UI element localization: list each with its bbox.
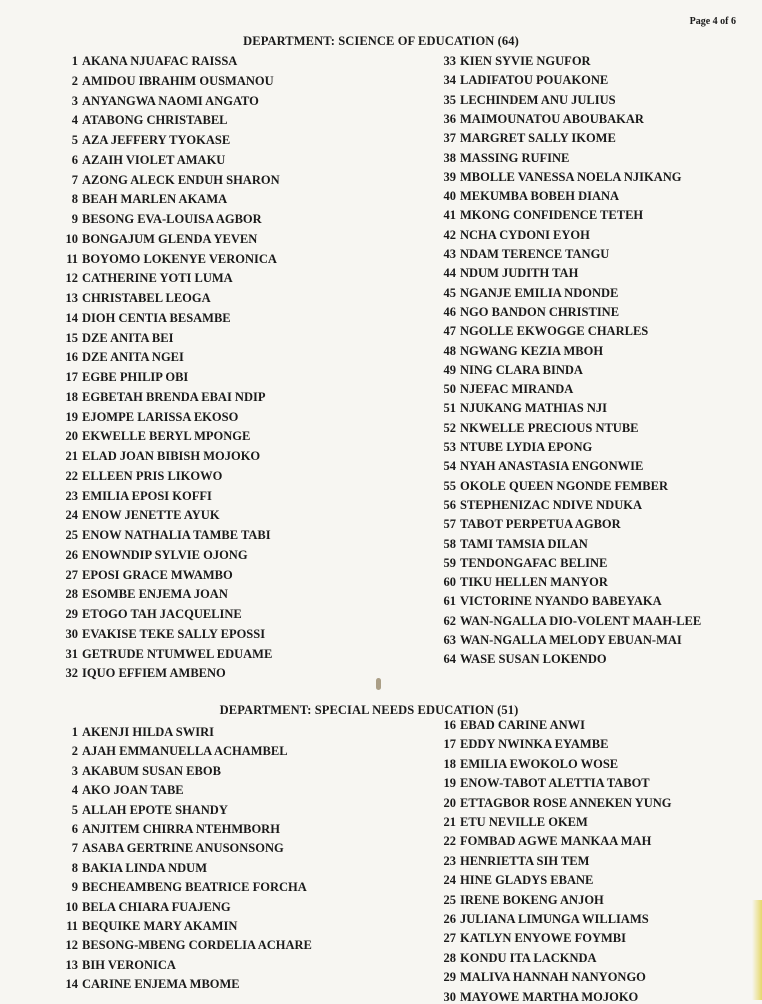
entry-number: 23 [443,853,456,868]
list-item [62,489,212,503]
list-item [62,783,184,797]
list-item [440,305,619,319]
list-item [440,498,642,512]
entry-name: ENOWNDIP SYLVIE OJONG [82,547,248,562]
entry-name: AZAIH VIOLET AMAKU [82,152,226,167]
entry-name: HENRIETTA SIH TEM [460,853,590,868]
list-item [440,776,650,790]
entry-name: EBAD CARINE ANWI [460,718,586,732]
list-item [62,153,225,167]
list-item [440,757,618,771]
entry-number: 39 [443,169,456,184]
entry-name: DZE ANITA NGEI [82,350,184,365]
entry-number: 2 [71,73,78,88]
entry-name: AKO JOAN TABE [82,783,184,798]
entry-name: AKABUM SUSAN EBOB [82,763,221,778]
list-item [440,594,662,608]
entry-name: ANYANGWA NAOMI ANGATO [82,93,259,108]
entry-number: 24 [443,873,456,888]
entry-number: 50 [443,382,456,397]
entry-name: ELLEEN PRIS LIKOWO [82,468,223,483]
entry-name: BEQUIKE MARY AKAMIN [82,919,238,933]
entry-name: BEAH MARLEN AKAMA [82,192,228,207]
entry-number: 4 [71,113,78,128]
entry-number: 8 [71,192,78,207]
entry-number: 60 [443,575,456,590]
list-item [440,796,672,810]
entry-name: ETTAGBOR ROSE ANNEKEN YUNG [460,795,672,810]
list-item [440,479,668,493]
entry-number: 7 [71,841,78,856]
list-item [62,528,271,542]
list-item [62,370,188,384]
entry-name: LECHINDEM ANU JULIUS [460,92,616,107]
list-item [62,350,184,364]
list-item [440,990,638,1004]
entry-name: CATHERINE YOTI LUMA [82,271,233,286]
paper-smudge [376,678,381,690]
entry-number: 8 [71,860,78,875]
entry-name: BIH VERONICA [82,957,176,972]
entry-name: ASABA GERTRINE ANUSONSONG [82,841,284,856]
entry-name: KIEN SYVIE NGUFOR [460,54,591,68]
entry-number: 47 [443,324,456,339]
list-item [440,854,589,868]
list-item [62,880,307,894]
list-item [440,73,608,87]
entry-name: MEKUMBA BOBEH DIANA [460,189,620,204]
list-item [440,834,651,848]
list-item [62,410,238,424]
list-item [62,173,280,187]
entry-name: KATLYN ENYOWE FOYMBI [460,931,626,946]
entry-name: KONDU ITA LACKNDA [460,950,597,965]
entry-name: BECHEAMBENG BEATRICE FORCHA [82,880,307,895]
entry-number: 40 [443,189,456,204]
entry-number: 18 [65,389,78,404]
entry-name: ENOW JENETTE AYUK [82,508,220,523]
entry-name: ETU NEVILLE OKEM [460,815,588,829]
entry-name: EGBE PHILIP OBI [82,370,189,384]
entry-number: 7 [71,172,78,187]
list-item [440,286,618,300]
list-item [62,54,237,68]
list-item [62,133,230,147]
list-item [440,556,607,570]
list-item [440,459,643,473]
entry-number: 19 [65,409,78,424]
list-item [440,170,681,184]
entry-name: WASE SUSAN LOKENDO [460,652,607,667]
entry-name: EDDY NWINKA EYAMBE [460,737,609,752]
entry-name: IQUO EFFIEM AMBENO [82,666,226,681]
entry-number: 18 [443,756,456,771]
list-item [440,970,646,984]
entry-number: 28 [65,587,78,602]
entry-name: BESONG-MBENG CORDELIA ACHARE [82,938,312,953]
entry-number: 16 [443,718,456,732]
list-item [440,873,593,887]
entry-name: EPOSI GRACE MWAMBO [82,567,233,582]
entry-name: NYAH ANASTASIA ENGONWIE [460,459,644,474]
entry-name: NGWANG KEZIA MBOH [460,343,604,358]
entry-name: EMILIA EWOKOLO WOSE [460,756,619,771]
entry-number: 3 [71,763,78,778]
entry-name: LADIFATOU POUAKONE [460,73,609,88]
entry-number: 34 [443,73,456,88]
entry-number: 54 [443,459,456,474]
entry-name: NKWELLE PRECIOUS NTUBE [460,420,639,435]
list-item [440,382,573,396]
list-item [440,951,597,965]
entry-number: 48 [443,343,456,358]
entry-number: 59 [443,555,456,570]
entry-number: 10 [65,899,78,914]
list-item [62,938,312,952]
list-item [440,363,583,377]
entry-number: 36 [443,111,456,126]
entry-number: 32 [65,666,78,681]
list-item [62,469,222,483]
entry-name: TAMI TAMSIA DILAN [460,536,588,551]
list-item [440,344,603,358]
entry-name: MAYOWE MARTHA MOJOKO [460,989,639,1004]
list-item [440,421,639,435]
entry-name: TIKU HELLEN MANYOR [460,575,608,590]
entry-name: WAN-NGALLA MELODY EBUAN-MAI [460,633,682,647]
entry-name: NTUBE LYDIA EPONG [460,440,593,454]
entry-number: 16 [65,350,78,365]
entry-name: AMIDOU IBRAHIM OUSMANOU [82,73,274,88]
list-item [62,113,228,127]
list-item [62,587,228,601]
entry-number: 22 [443,834,456,849]
list-item [440,737,608,751]
entry-number: 12 [65,938,78,953]
department-title: DEPARTMENT: SPECIAL NEEDS EDUCATION (51) [219,703,519,717]
entry-number: 35 [443,92,456,107]
list-item [62,744,288,758]
entry-name: EGBETAH BRENDA EBAI NDIP [82,389,266,404]
list-item [440,247,609,261]
entry-name: AKENJI HILDA SWIRI [82,725,214,739]
entry-name: BAKIA LINDA NDUM [82,860,208,875]
entry-name: TABOT PERPETUA AGBOR [460,517,621,532]
list-item [62,94,259,108]
entry-number: 15 [65,330,78,345]
list-item [62,861,207,875]
entry-number: 29 [443,970,456,985]
list-item [62,429,250,443]
entry-number: 62 [443,613,456,628]
entry-number: 5 [71,802,78,817]
entry-number: 13 [65,291,78,305]
entry-number: 26 [65,547,78,562]
entry-number: 44 [443,266,456,281]
entry-number: 4 [71,783,78,798]
entry-number: 27 [443,931,456,946]
list-item [62,548,248,562]
entry-name: BESONG EVA-LOUISA AGBOR [82,212,262,226]
entry-name: HINE GLADYS EBANE [460,873,594,888]
entry-name: AZONG ALECK ENDUH SHARON [82,172,280,187]
list-item [62,74,274,88]
entry-number: 25 [443,892,456,907]
list-item [62,390,265,404]
entry-number: 9 [71,880,78,895]
entry-number: 17 [65,370,78,384]
list-item [440,189,619,203]
paper-edge-stain [752,900,762,1000]
list-item [440,401,607,415]
entry-number: 9 [71,212,78,226]
entry-number: 6 [71,152,78,167]
entry-number: 20 [65,429,78,444]
entry-number: 26 [443,912,456,926]
entry-number: 1 [71,725,78,739]
list-item [440,266,578,280]
entry-number: 51 [443,401,456,416]
entry-name: STEPHENIZAC NDIVE NDUKA [460,497,642,512]
entry-name: EMILIA EPOSI KOFFI [82,488,212,503]
entry-name: ENOW NATHALIA TAMBE TABI [82,528,271,542]
list-item [440,93,616,107]
entry-name: NGOLLE EKWOGGE CHARLES [460,324,649,339]
entry-number: 43 [443,247,456,261]
entry-name: ELAD JOAN BIBISH MOJOKO [82,449,261,463]
entry-name: NDUM JUDITH TAH [460,266,579,281]
entry-name: TENDONGAFAC BELINE [460,555,608,570]
list-item [62,647,272,661]
entry-name: NGANJE EMILIA NDONDE [460,285,619,300]
entry-name: MBOLLE VANESSA NOELA NJIKANG [460,169,682,184]
list-item [62,822,280,836]
entry-number: 3 [71,93,78,108]
entry-name: JULIANA LIMUNGA WILLIAMS [460,912,649,926]
list-item [440,575,608,589]
list-item [440,893,604,907]
list-item [440,440,592,454]
entry-number: 13 [65,957,78,972]
list-item [62,627,265,641]
entry-name: ESOMBE ENJEMA JOAN [82,587,228,602]
entry-number: 14 [65,977,78,992]
list-item [62,764,221,778]
entry-number: 21 [443,815,456,829]
entry-number: 64 [443,652,456,667]
entry-number: 19 [443,776,456,791]
entry-name: AJAH EMMANUELLA ACHAMBEL [82,744,288,759]
entry-number: 1 [71,54,78,68]
entry-number: 29 [65,607,78,621]
entry-number: 2 [71,744,78,759]
list-item [440,815,588,829]
entry-name: MASSING RUFINE [460,150,570,165]
entry-number: 20 [443,795,456,810]
entry-name: ALLAH EPOTE SHANDY [82,802,228,817]
entry-name: AZA JEFFERY TYOKASE [82,133,231,147]
entry-name: BOYOMO LOKENYE VERONICA [82,251,277,266]
entry-number: 52 [443,420,456,435]
entry-name: VICTORINE NYANDO BABEYAKA [460,594,662,609]
list-item [440,131,616,145]
entry-number: 5 [71,133,78,147]
list-item [440,614,701,628]
entry-number: 45 [443,285,456,300]
entry-name: NJEFAC MIRANDA [460,382,574,397]
list-item [440,151,569,165]
entry-number: 33 [443,54,456,68]
list-item [440,54,591,68]
entry-number: 58 [443,536,456,551]
list-item [440,228,590,242]
list-item [62,271,233,285]
entry-name: NCHA CYDONI EYOH [460,227,590,242]
entry-name: ENOW-TABOT ALETTIA TABOT [460,776,650,791]
entry-name: MALIVA HANNAH NANYONGO [460,970,646,985]
entry-name: DIOH CENTIA BESAMBE [82,310,231,325]
entry-number: 53 [443,440,456,454]
list-item [62,919,237,933]
list-item [440,324,648,338]
list-item [440,912,649,926]
list-item [62,311,231,325]
list-item [440,633,682,647]
entry-number: 11 [66,251,78,266]
entry-name: IRENE BOKENG ANJOH [460,892,604,907]
entry-name: GETRUDE NTUMWEL EDUAME [82,646,273,661]
list-item [62,841,284,855]
entry-name: MKONG CONFIDENCE TETEH [460,208,644,223]
list-item [440,652,607,666]
entry-number: 27 [65,567,78,582]
entry-name: EKWELLE BERYL MPONGE [82,429,251,444]
entry-number: 63 [443,633,456,647]
list-item [62,192,227,206]
entry-name: MAIMOUNATOU ABOUBAKAR [460,111,644,126]
entry-name: NJUKANG MATHIAS NJI [460,401,607,416]
entry-name: ANJITEM CHIRRA NTEHMBORH [82,822,280,836]
entry-number: 6 [71,822,78,836]
entry-name: EVAKISE TEKE SALLY EPOSSI [82,626,266,641]
entry-number: 28 [443,950,456,965]
entry-number: 24 [65,508,78,523]
list-item [62,212,262,226]
entry-number: 57 [443,517,456,532]
list-item [440,208,643,222]
entry-number: 38 [443,150,456,165]
entry-number: 37 [443,131,456,146]
entry-number: 25 [65,528,78,542]
entry-name: BELA CHIARA FUAJENG [82,899,231,914]
list-item [62,666,226,680]
list-item [62,958,176,972]
list-item [62,977,240,991]
entry-name: NGO BANDON CHRISTINE [460,304,620,319]
entry-number: 23 [65,488,78,503]
list-item [440,112,644,126]
entry-name: OKOLE QUEEN NGONDE FEMBER [460,478,669,493]
department-title: DEPARTMENT: SCIENCE OF EDUCATION (64) [243,34,519,48]
list-item [62,331,173,345]
list-item [440,537,588,551]
entry-name: DZE ANITA BEI [82,330,174,345]
entry-name: CHRISTABEL LEOGA [82,291,211,305]
entry-number: 30 [443,989,456,1004]
list-item [62,803,228,817]
entry-name: NING CLARA BINDA [460,362,583,377]
list-item [62,607,242,621]
entry-number: 12 [65,271,78,286]
entry-number: 14 [65,310,78,325]
list-item [440,931,626,945]
entry-name: NDAM TERENCE TANGU [460,247,610,261]
list-item [62,725,214,739]
entry-number: 41 [443,208,456,223]
page-number: Page 4 of 6 [689,16,736,27]
list-item [62,252,277,266]
entry-number: 17 [443,737,456,752]
entry-name: WAN-NGALLA DIO-VOLENT MAAH-LEE [460,613,702,628]
entry-number: 61 [443,594,456,609]
entry-name: FOMBAD AGWE MANKAA MAH [460,834,652,849]
list-item [62,900,231,914]
entry-number: 10 [65,231,78,246]
list-item [62,291,211,305]
entry-number: 30 [65,626,78,641]
list-item [62,232,257,246]
list-item [440,517,621,531]
entry-number: 21 [65,449,78,463]
entry-number: 42 [443,227,456,242]
entry-number: 55 [443,478,456,493]
entry-name: EJOMPE LARISSA EKOSO [82,409,239,424]
entry-name: AKANA NJUAFAC RAISSA [82,54,238,68]
entry-number: 31 [65,646,78,661]
entry-name: BONGAJUM GLENDA YEVEN [82,231,258,246]
entry-number: 49 [443,362,456,377]
entry-name: ATABONG CHRISTABEL [82,113,228,128]
entry-name: MARGRET SALLY IKOME [460,131,616,146]
list-item [62,508,220,522]
entry-number: 46 [443,304,456,319]
entry-name: ETOGO TAH JACQUELINE [82,607,242,621]
list-item [440,718,585,732]
entry-number: 22 [65,468,78,483]
entry-name: CARINE ENJEMA MBOME [82,977,240,992]
entry-number: 56 [443,497,456,512]
list-item [62,449,260,463]
list-item [62,568,233,582]
entry-number: 11 [66,919,78,933]
